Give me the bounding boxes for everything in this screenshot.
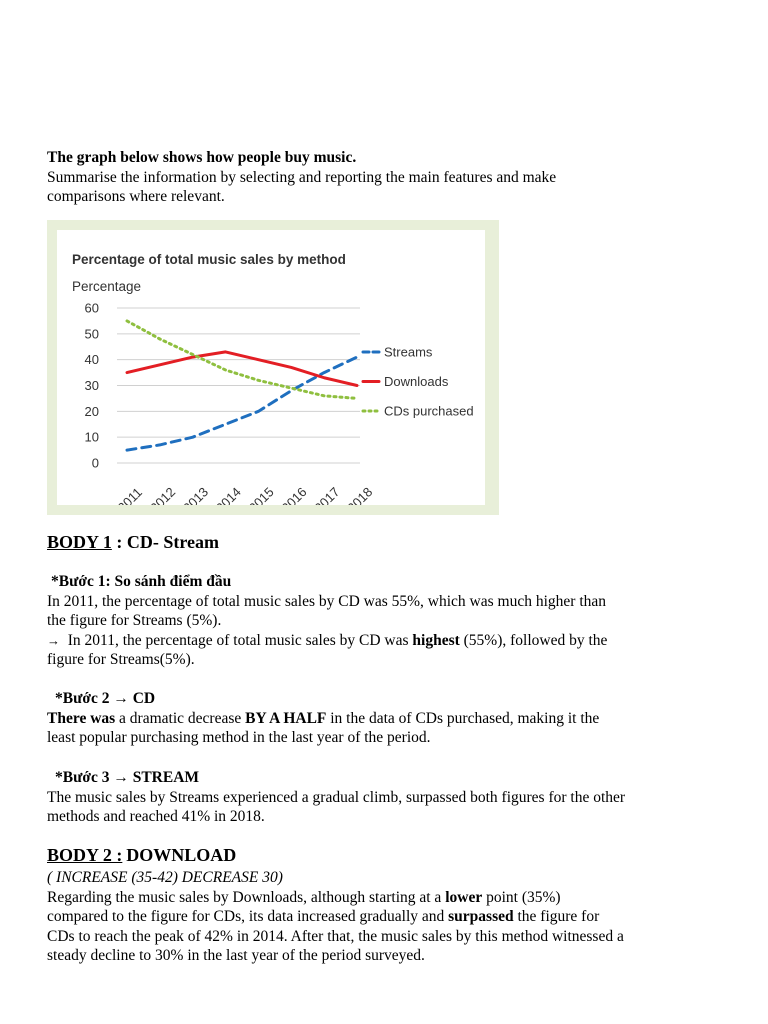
chart-panel [57,230,485,505]
body2-line-1-text: Regarding the music sales by Downloads, although starting at a [47,888,446,906]
x-tick-label: 2011 [114,484,146,505]
y-tick-label: 30 [84,378,99,393]
step3-line-1: The music sales by Streams experienced a gradual climb, surpassed both figures for the other [47,788,626,806]
x-tick-label: 2014 [212,484,244,505]
chart-title: Percentage of total music sales by method [72,252,346,267]
step1-line-3-end: (55%), followed by the [459,631,608,649]
step2-text-1: a dramatic decrease [115,709,246,727]
step1-title: *Bước 1: So sánh điểm đầu [51,573,232,590]
body2-bold-surpassed: surpassed [448,908,514,925]
step2-title: *Bước 2 → CD [55,690,156,707]
step1-highlight: highest [412,631,460,649]
body2-line-2-end: the figure for [513,908,600,925]
body1-step2 [47,689,737,748]
body1-separator: : [111,532,127,552]
x-tick-label: 2013 [180,484,212,505]
body2-note: ( INCREASE (35-42) DECREASE 30) [47,869,283,886]
x-tick-label: 2018 [344,484,376,505]
y-tick-label: 40 [84,352,99,368]
task-heading: The graph below shows how people buy music. [47,149,357,166]
body2-line-1 [47,888,737,908]
step2-line-2: least popular purchasing method in the last year of the period. [47,729,431,746]
task-line-1: Summarise the information by selecting and reporting the main features and make [47,168,557,186]
arrow-icon: → [47,632,60,648]
y-tick-label: 10 [84,429,99,445]
legend-label: Downloads [384,374,449,389]
body2-bold-lower: lower [445,888,483,906]
step1-line-4: figure for Streams(5%). [47,651,195,668]
y-tick-label: 50 [84,326,99,342]
body2-topic: DOWNLOAD [126,845,237,865]
body2-line-2-text: compared to the figure for CDs, its data increased gradually and [47,908,449,925]
x-tick-label: 2012 [147,484,179,505]
intro-section [47,148,737,207]
step3-line-2: methods and reached 41% in 2018. [47,808,265,825]
y-axis-label: Percentage [72,279,142,294]
body1-topic: CD- Stream [126,532,219,552]
series-line-downloads [127,352,357,386]
y-tick-label: 0 [91,455,99,471]
legend-label: Streams [384,344,433,360]
body1-step1 [47,572,737,670]
body2-heading [47,846,737,867]
step2-bold-1: There was [47,709,116,727]
body2-line-1-end: point (35%) [482,888,561,906]
x-tick-label: 2017 [311,484,343,505]
x-tick-label: 2015 [245,484,277,505]
body2-line-3: CDs to reach the peak of 42% in 2014. After that, the music sales by this method witnessed a [47,927,624,945]
body1-label: BODY 1 [47,532,112,552]
step1-line-2: the figure for Streams (5%). [47,612,222,629]
legend-label: CDs purchased [384,403,474,419]
line-chart [57,230,485,505]
step1-line-3 [47,631,737,651]
task-line-2: comparisons where relevant. [47,188,225,205]
step3-title: *Bước 3 → STREAM [55,769,200,786]
y-tick-label: 20 [84,403,99,419]
body1-heading [47,533,737,554]
step2-text-2: in the data of CDs purchased, making it the [326,709,600,727]
step2-bold-2: BY A HALF [245,709,327,727]
x-tick-label: 2016 [278,484,310,505]
step2-line-1 [47,709,737,729]
step1-line-3-text: In 2011, the percentage of total music sales by CD was [67,631,413,649]
y-tick-label: 60 [84,300,99,316]
series-line-streams [127,357,357,450]
body2-line-2 [47,907,737,927]
body1-step3 [47,768,737,827]
body2-label: BODY 2 : [47,845,123,865]
body2-line-4: steady decline to 30% in the last year of the period surveyed. [47,947,425,964]
chart-frame [47,220,499,515]
body2-content [47,868,737,966]
step1-line-1: In 2011, the percentage of total music sales by CD was 55%, which was much higher than [47,592,607,610]
